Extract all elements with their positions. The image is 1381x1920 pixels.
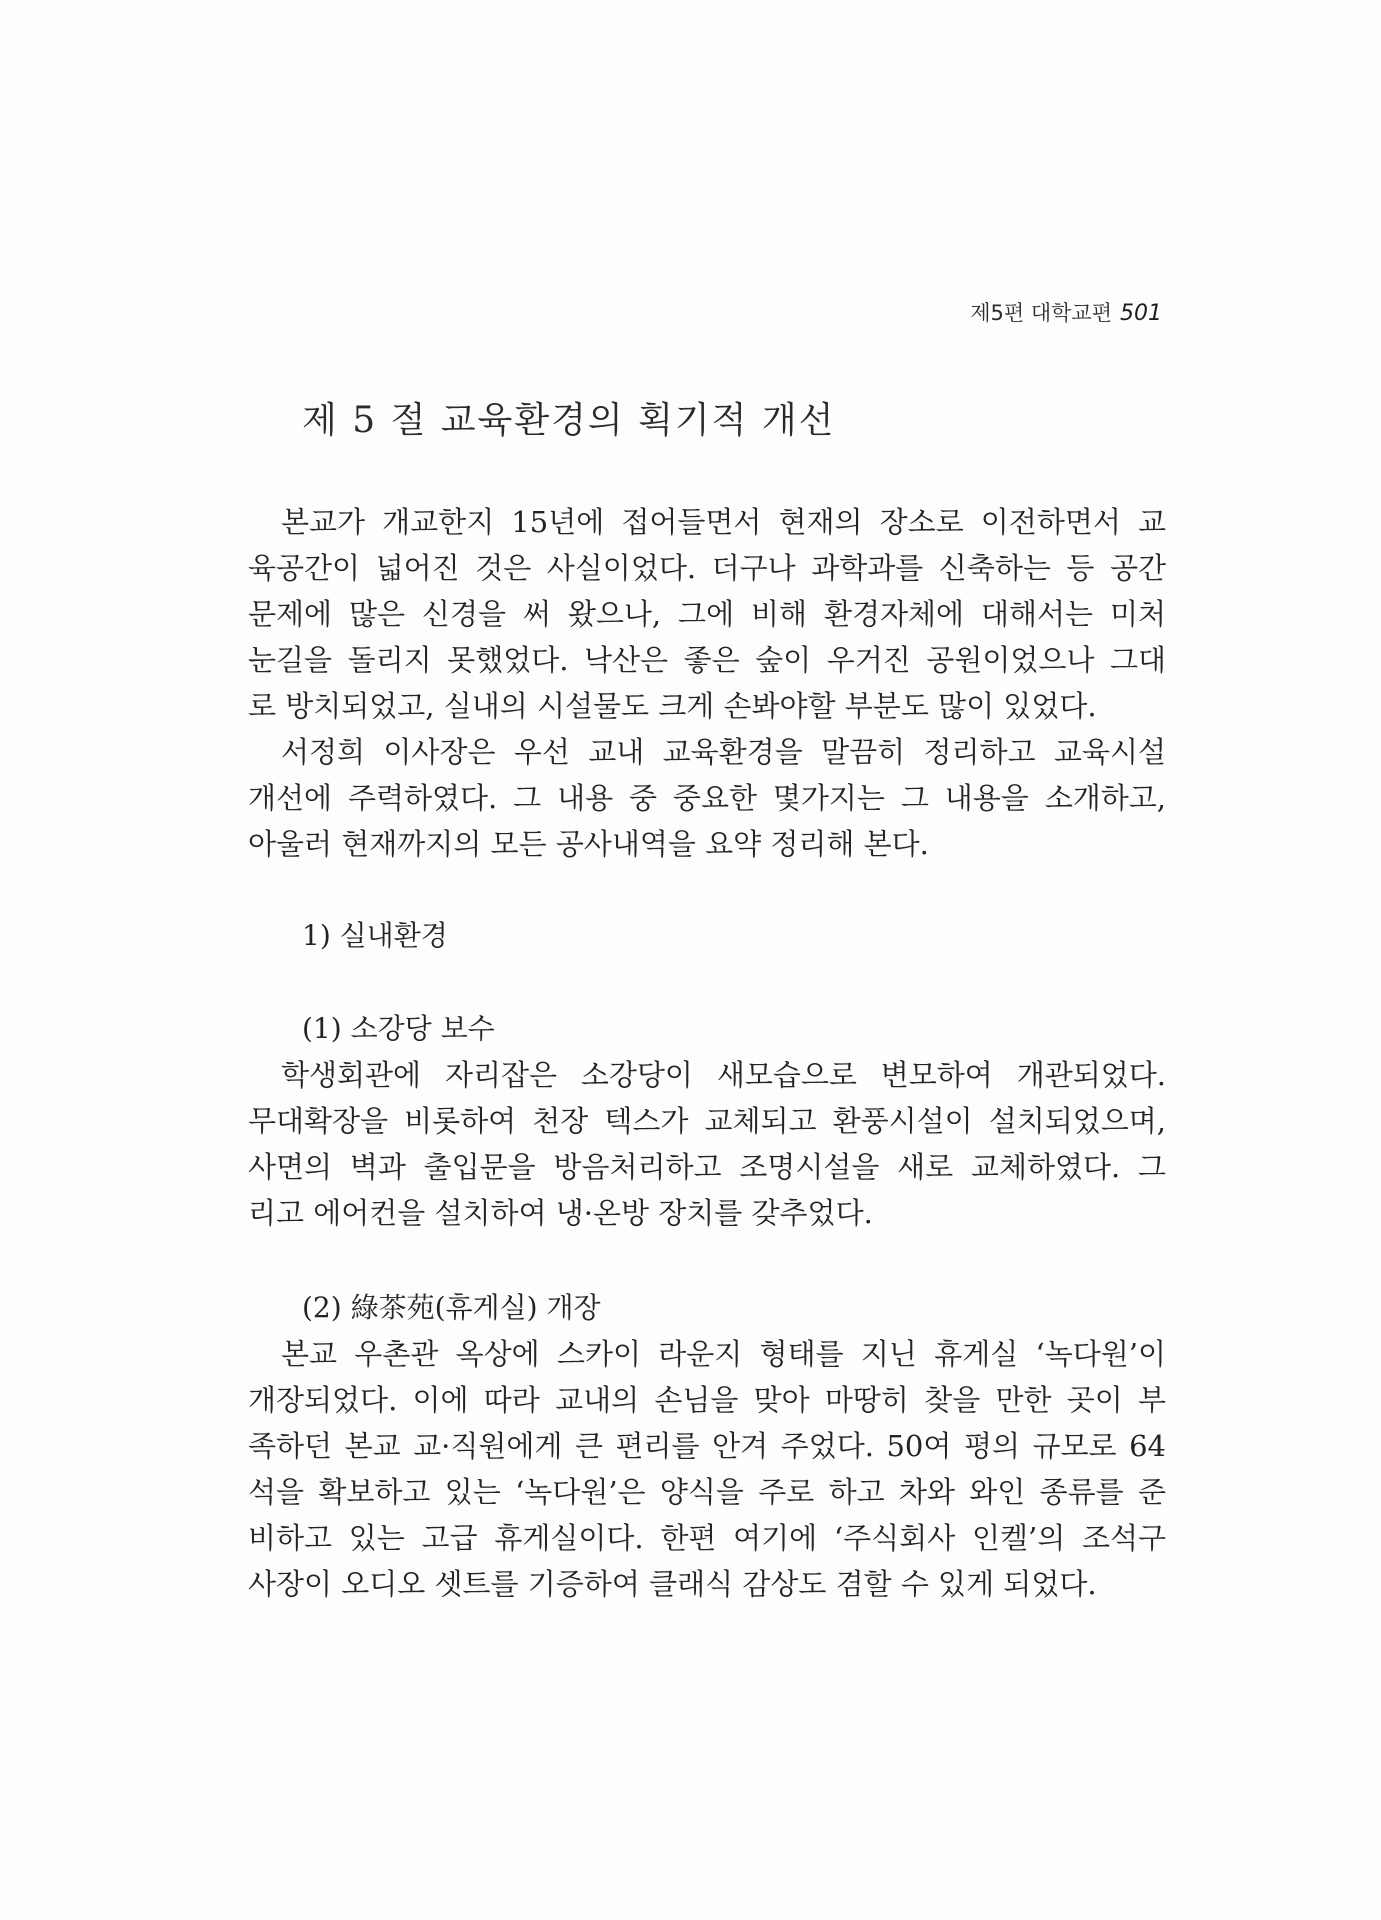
item-heading: (2) 綠茶苑(휴게실) 개장 <box>302 1291 601 1324</box>
text-line: 석을 확보하고 있는 ‘녹다원’은 양식을 주로 하고 차와 와인 종류를 준 <box>248 1475 1166 1509</box>
section-title: 제 5 절 교육환경의 획기적 개선 <box>302 400 836 441</box>
intro-paragraph-2 <box>248 729 1166 867</box>
text-line: 눈길을 돌리지 못했었다. 낙산은 좋은 숲이 우거진 공원이었으나 그대 <box>248 643 1166 677</box>
page-number: 501 <box>1120 301 1162 326</box>
text-line: 무대확장을 비롯하여 천장 텍스가 교체되고 환풍시설이 설치되었으며, <box>248 1104 1166 1138</box>
text-line: 육공간이 넓어진 것은 사실이었다. 더구나 과학과를 신축하는 등 공간 <box>248 551 1166 585</box>
text-line: 사장이 오디오 셋트를 기증하여 클래식 감상도 겸할 수 있게 되었다. <box>248 1567 1097 1601</box>
text-line: 로 방치되었고, 실내의 시설물도 크게 손봐야할 부분도 많이 있었다. <box>248 689 1097 723</box>
text-line: 개선에 주력하였다. 그 내용 중 중요한 몇가지는 그 내용을 소개하고, <box>248 781 1166 815</box>
text-line: 학생회관에 자리잡은 소강당이 새모습으로 변모하여 개관되었다. <box>281 1058 1166 1092</box>
subsection-heading: 1) 실내환경 <box>302 919 448 952</box>
text-line: 본교가 개교한지 15년에 접어들면서 현재의 장소로 이전하면서 교 <box>281 505 1166 539</box>
running-header <box>880 300 1162 326</box>
text-line: 사면의 벽과 출입문을 방음처리하고 조명시설을 새로 교체하였다. 그 <box>248 1150 1166 1184</box>
item-lounge-opening <box>248 1285 1166 1607</box>
text-line: 본교 우촌관 옥상에 스카이 라운지 형태를 지닌 휴게실 ‘녹다원’이 <box>281 1337 1166 1371</box>
intro-paragraph-1 <box>248 499 1166 729</box>
text-line: 서정희 이사장은 우선 교내 교육환경을 말끔히 정리하고 교육시설 <box>281 735 1166 769</box>
text-line: 리고 에어컨을 설치하여 냉·온방 장치를 갖추었다. <box>248 1196 873 1230</box>
subsection-1 <box>248 913 1166 959</box>
item-paragraph <box>248 1052 1166 1236</box>
item-paragraph <box>248 1331 1166 1607</box>
text-line: 개장되었다. 이에 따라 교내의 손님을 맞아 마땅히 찾을 만한 곳이 부 <box>248 1383 1166 1417</box>
intro-text <box>248 499 1166 867</box>
text-line: 족하던 본교 교·직원에게 큰 편리를 안겨 주었다. 50여 평의 규모로 64 <box>248 1429 1166 1463</box>
text-line: 아울러 현재까지의 모든 공사내역을 요약 정리해 본다. <box>248 827 929 861</box>
text-line: 문제에 많은 신경을 써 왔으나, 그에 비해 환경자체에 대해서는 미처 <box>248 597 1166 631</box>
item-auditorium-repair <box>248 1006 1166 1236</box>
text-line: 비하고 있는 고급 휴게실이다. 한편 여기에 ‘주식회사 인켈’의 조석구 <box>248 1521 1166 1555</box>
running-header-part: 제5편 대학교편 <box>970 301 1112 325</box>
item-heading: (1) 소강당 보수 <box>302 1012 495 1045</box>
